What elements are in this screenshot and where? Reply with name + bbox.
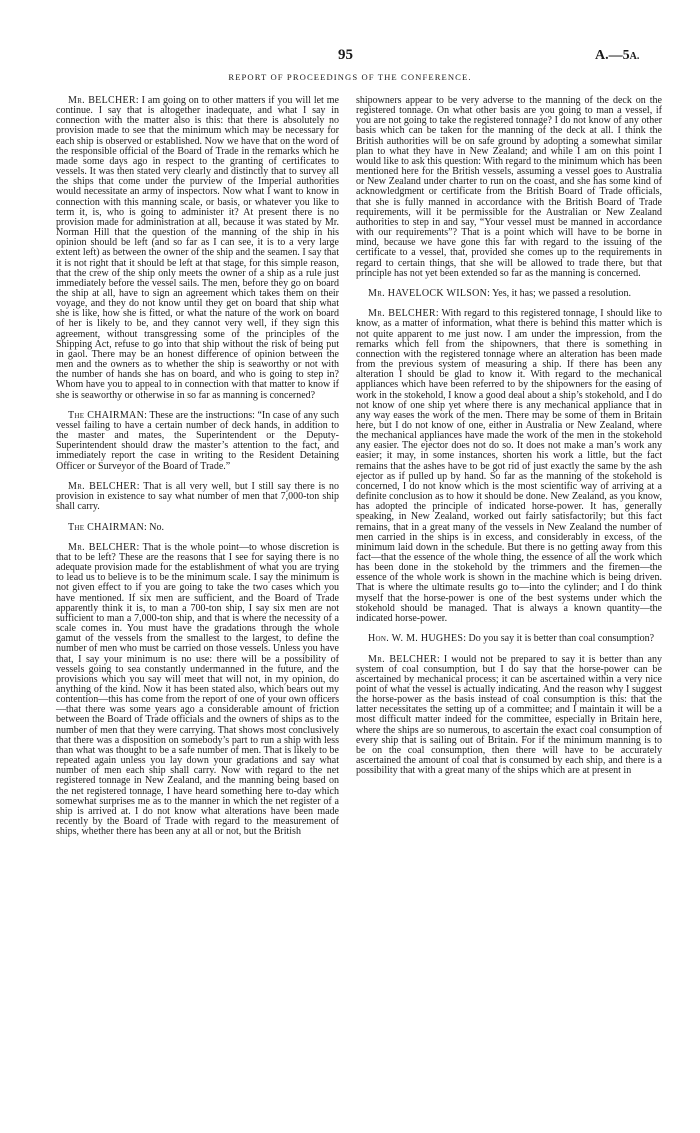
paragraph: [56, 523, 339, 533]
speaker-name: Mr. BELCHER: [68, 480, 137, 492]
paragraph-text: : No.: [144, 521, 164, 533]
paragraph-continuation: [356, 96, 662, 279]
paragraph-text: : Do you say it is better than coal consumption?: [463, 633, 655, 645]
paragraph: [356, 309, 662, 624]
paragraph: [56, 482, 339, 512]
paragraph-text: : I would not be prepared to say it is better than any system of coal consumption, but I do say that the horse-power can be ascertained by mechanical process; it can be ascertained within a very nice point of what the vessel is actually indicating. And the reason why I suggest the horse-power as the basis instead of coal consumption is this: that the latter necessitates the setting up of a committee; and I maintain it will be a most difficult matter indeed for the committee, especially in Britain here, where the ships are so numerous, to ascertain the exact coal consumption of every ship that is sailing out of Britain. For if the minimum manning is to be on the coal consumption, then there will have to be accurately ascertained the amount of coal that is consumed by each ship, and there is a possibility that with a great many of the ships which are at present in: [356, 653, 662, 777]
speaker-name: Mr. BELCHER: [68, 95, 136, 106]
speaker-name: Mr. BELCHER: [368, 308, 436, 320]
speaker-name: The CHAIRMAN: [68, 521, 144, 533]
paragraph-text: : These are the instructions: “In case of any such vessel failing to have a certain number of deck hands, in addition to the master and mates, the Superintendent or the Deputy-Superintendent should draw the master’s attention to the fact, and immediately report the case in writing to the Resident Detaining Officer or Surveyor of the Board of Trade.”: [56, 409, 339, 472]
speaker-name: Hon. W. M. HUGHES: [368, 633, 464, 645]
left-column: [56, 96, 339, 847]
paragraph: [56, 543, 339, 838]
document-reference: [595, 48, 639, 64]
paragraph-text: : That is all very well, but I still say there is no provision in existence to say what number of men that 7,000-ton ship shall carry.: [56, 480, 340, 513]
paragraph: [356, 634, 662, 644]
paragraph-text: shipowners appear to be very adverse to the manning of the deck on the registered tonnage. On what other basis are you going to man a vessel, if you are not going to take the registered tonnage? I do not know of any other basis which can be taken for the manning of the deck at all. I think the British authorities will be on safe ground by adopting a somewhat similar plan to what they have in New Zealand; and while I am on this point I would like to ask this question: With regard to the minimum which has been mentioned here for the British vessels, assuming a vessel goes to Australia or New Zealand under charter to run on the coast, and she has some kind of acknowledgment or certificate from the British Board of Trade officials, that she is fully manned in accordance with the British Board of Trade requirements, will it be permissible for the Australian or New Zealand authorities to step in and say, “Your vessel must be manned in accordance with our requirements”? That is a point which will have to be borne in mind, because we have gone this far with regard to the issuing of the certificate to a vessel, that, provided she comes up to the requirements in regard to certain things, that she will be allowed to trade there, but that principle has not yet been extended so far as the manning is concerned.: [356, 95, 662, 279]
paragraph-text: : I am going on to other matters if you will let me continue. I say that is altogether inadequate, and what I say in connection with the matter also is this: that there is absolutely no provision made to see that the minimum which may be necessary for each ship is observed or established. Now we have that on the word of the responsible official of the Board of Trade in the remarks which he made some days ago in respect to the granting of certificates to vessels. It was then stated very clearly and distinctly that to survey all the ships that come under the purview of the Imperial authorities would necessitate an army of inspectors. Now what I want to know in connection with this manning scale, or basis, or whatever you like to term it, is, who is going to administer it? At present there is no provision made for administration at all, because it was stated by Mr. Norman Hill that the question of the manning of the ship in his opinion should be left (and so far as I can see, it is to a very large extent left) as between the owner of the ship and the seamen. I say that it is not right that it should be left at that stage, for this simple reason, that the crew of the ship only meets the owner of a ship as a rule just immediately before the vessel sails. The men, before they go on board the ship at all, have to sign an agreement which takes them on their voyage, and they do not know until they get on board that ship what she is like, how she is fitted, or what the nature of the work on board of her is likely to be, and they cannot very well, if they sign this agreement, without transgressing some of the principles of the Shipping Act, refuse to go into that ship without the risk of being put in gaol. There may be an honest difference of opinion between the men and the owners as to whether the ship is seaworthy or not with the number of hands she has on board, and who is going to step in? Whom have you to appeal to in connection with that matter to know if she is seaworthy or otherwise in so far as manning is concerned?: [56, 95, 339, 401]
paragraph: [56, 411, 339, 472]
speaker-name: Mr. BELCHER: [68, 541, 137, 553]
speaker-name: Mr. BELCHER: [368, 653, 437, 665]
paragraph: [356, 655, 662, 777]
running-title: REPORT OF PROCEEDINGS OF THE CONFERENCE.: [228, 72, 472, 82]
document-reference-main: A.—5: [595, 48, 630, 63]
paragraph-text: : That is the whole point—to whose discretion is that to be left? These are the reasons that I see for saying there is no adequate provision made for the establishment of what you are trying to lead us to believe is to be the minimum scale. I say the minimum is not given effect to if you are going to take the two cases which you have mentioned. If six men are sufficient, and the Board of Trade apparently think it is, to man a 700-ton ship, I say six men are not sufficient to man a 7,000-ton ship, and that is where the necessity of a scale comes in. You must have the gradations through the whole gamut of the vessels from the smallest to the largest, to define the number of men who must be carried on those vessels. Unless you have that, I say your minimum is no use: there will be a possibility of vessels going to sea constantly undermanned in the future, and the provisions which you say will meet that will not, in my opinion, do anything of the kind. Now it has been stated also, which bears out my contention—this has come from the report of one of your own officers—that there was some years ago a considerable amount of friction between the Board of Trade officials and the owners of ships as to the number of men that they were carrying. That shows most conclusively that there was a disposition on somebody’s part to run a ship with less than what was thought to be a safe number of men. That is likely to be repeated again unless you lay down your gradations and say what number of men each ship shall carry. Now with regard to the net registered tonnage in New Zealand, and the manning being based on the net registered tonnage, I have heard something here to-day which somewhat surprises me as to the manner in which the net register of a ship is arrived at. I do not know what alterations have been made recently by the Board of Trade with regard to the measurement of ships, whether there has been any at all or not, but the British: [56, 541, 339, 838]
paragraph: [356, 289, 662, 299]
right-column: [356, 96, 662, 787]
document-reference-suffix: A.: [629, 51, 640, 62]
paragraph-text: : Yes, it has; we passed a resolution.: [487, 287, 632, 299]
speaker-name: Mr. HAVELOCK WILSON: [368, 287, 488, 299]
page-number: 95: [338, 47, 353, 63]
speaker-name: The CHAIRMAN: [68, 409, 145, 421]
paragraph-text: : With regard to this registered tonnage, I should like to know, as a matter of information, what there is behind this matter which is not quite apparent to me just now. I am under the impression, from the remarks which fell from the shipowners, that there is something in connection with the registered tonnage where an alteration has been made from the previous system of measuring a ship. If there has been any alteration I should be glad to know it. With regard to the mechanical appliances which have been referred to by the shipowners for the easing of work in the stokehold, I know a good deal about a ship’s stokehold, and I do not know of one ship yet where there is any mechanical appliance that in any way eases the work of the men. There may be some of them in Britain here, but I do not know of one, either in Australia or New Zealand, where the mechanical appliances have made the work of the men in the stokehold any easier. The ejector does not do so. It does not make a man’s work any easier; it may, in some instances, shorten his work a little, but the fact remains that the ashes have to be got rid of just exactly the same by the ash ejector as if pulled up by hand. So far as the manning of the stokehold is concerned, I do not know which is the most scientific way of arriving at a definite conclusion as to how it should be done. New Zealand, as you know, has adopted the principle of indicated horse-power. It has, generally speaking, in New Zealand, worked out fairly satisfactorily; but this fact remains, that in a great many of the vessels in New Zealand the number of men carried in the ships is in excess, and considerably in excess, of the minimum laid down in the schedule. But there is no getting away from this fact—that the essence of the whole thing, the essence of all the work which has been done in the stokehold by the trimmers and the firemen—the essence of the whole work is shown in the machine which is being driven. That is where the ultimate results go to—into the cylinder; and I do think myself that the horse-power is one of the best systems under which the stokehold should be managed. That is always a known quantity—the indicated horse-power.: [356, 308, 663, 624]
paragraph: [56, 96, 339, 401]
